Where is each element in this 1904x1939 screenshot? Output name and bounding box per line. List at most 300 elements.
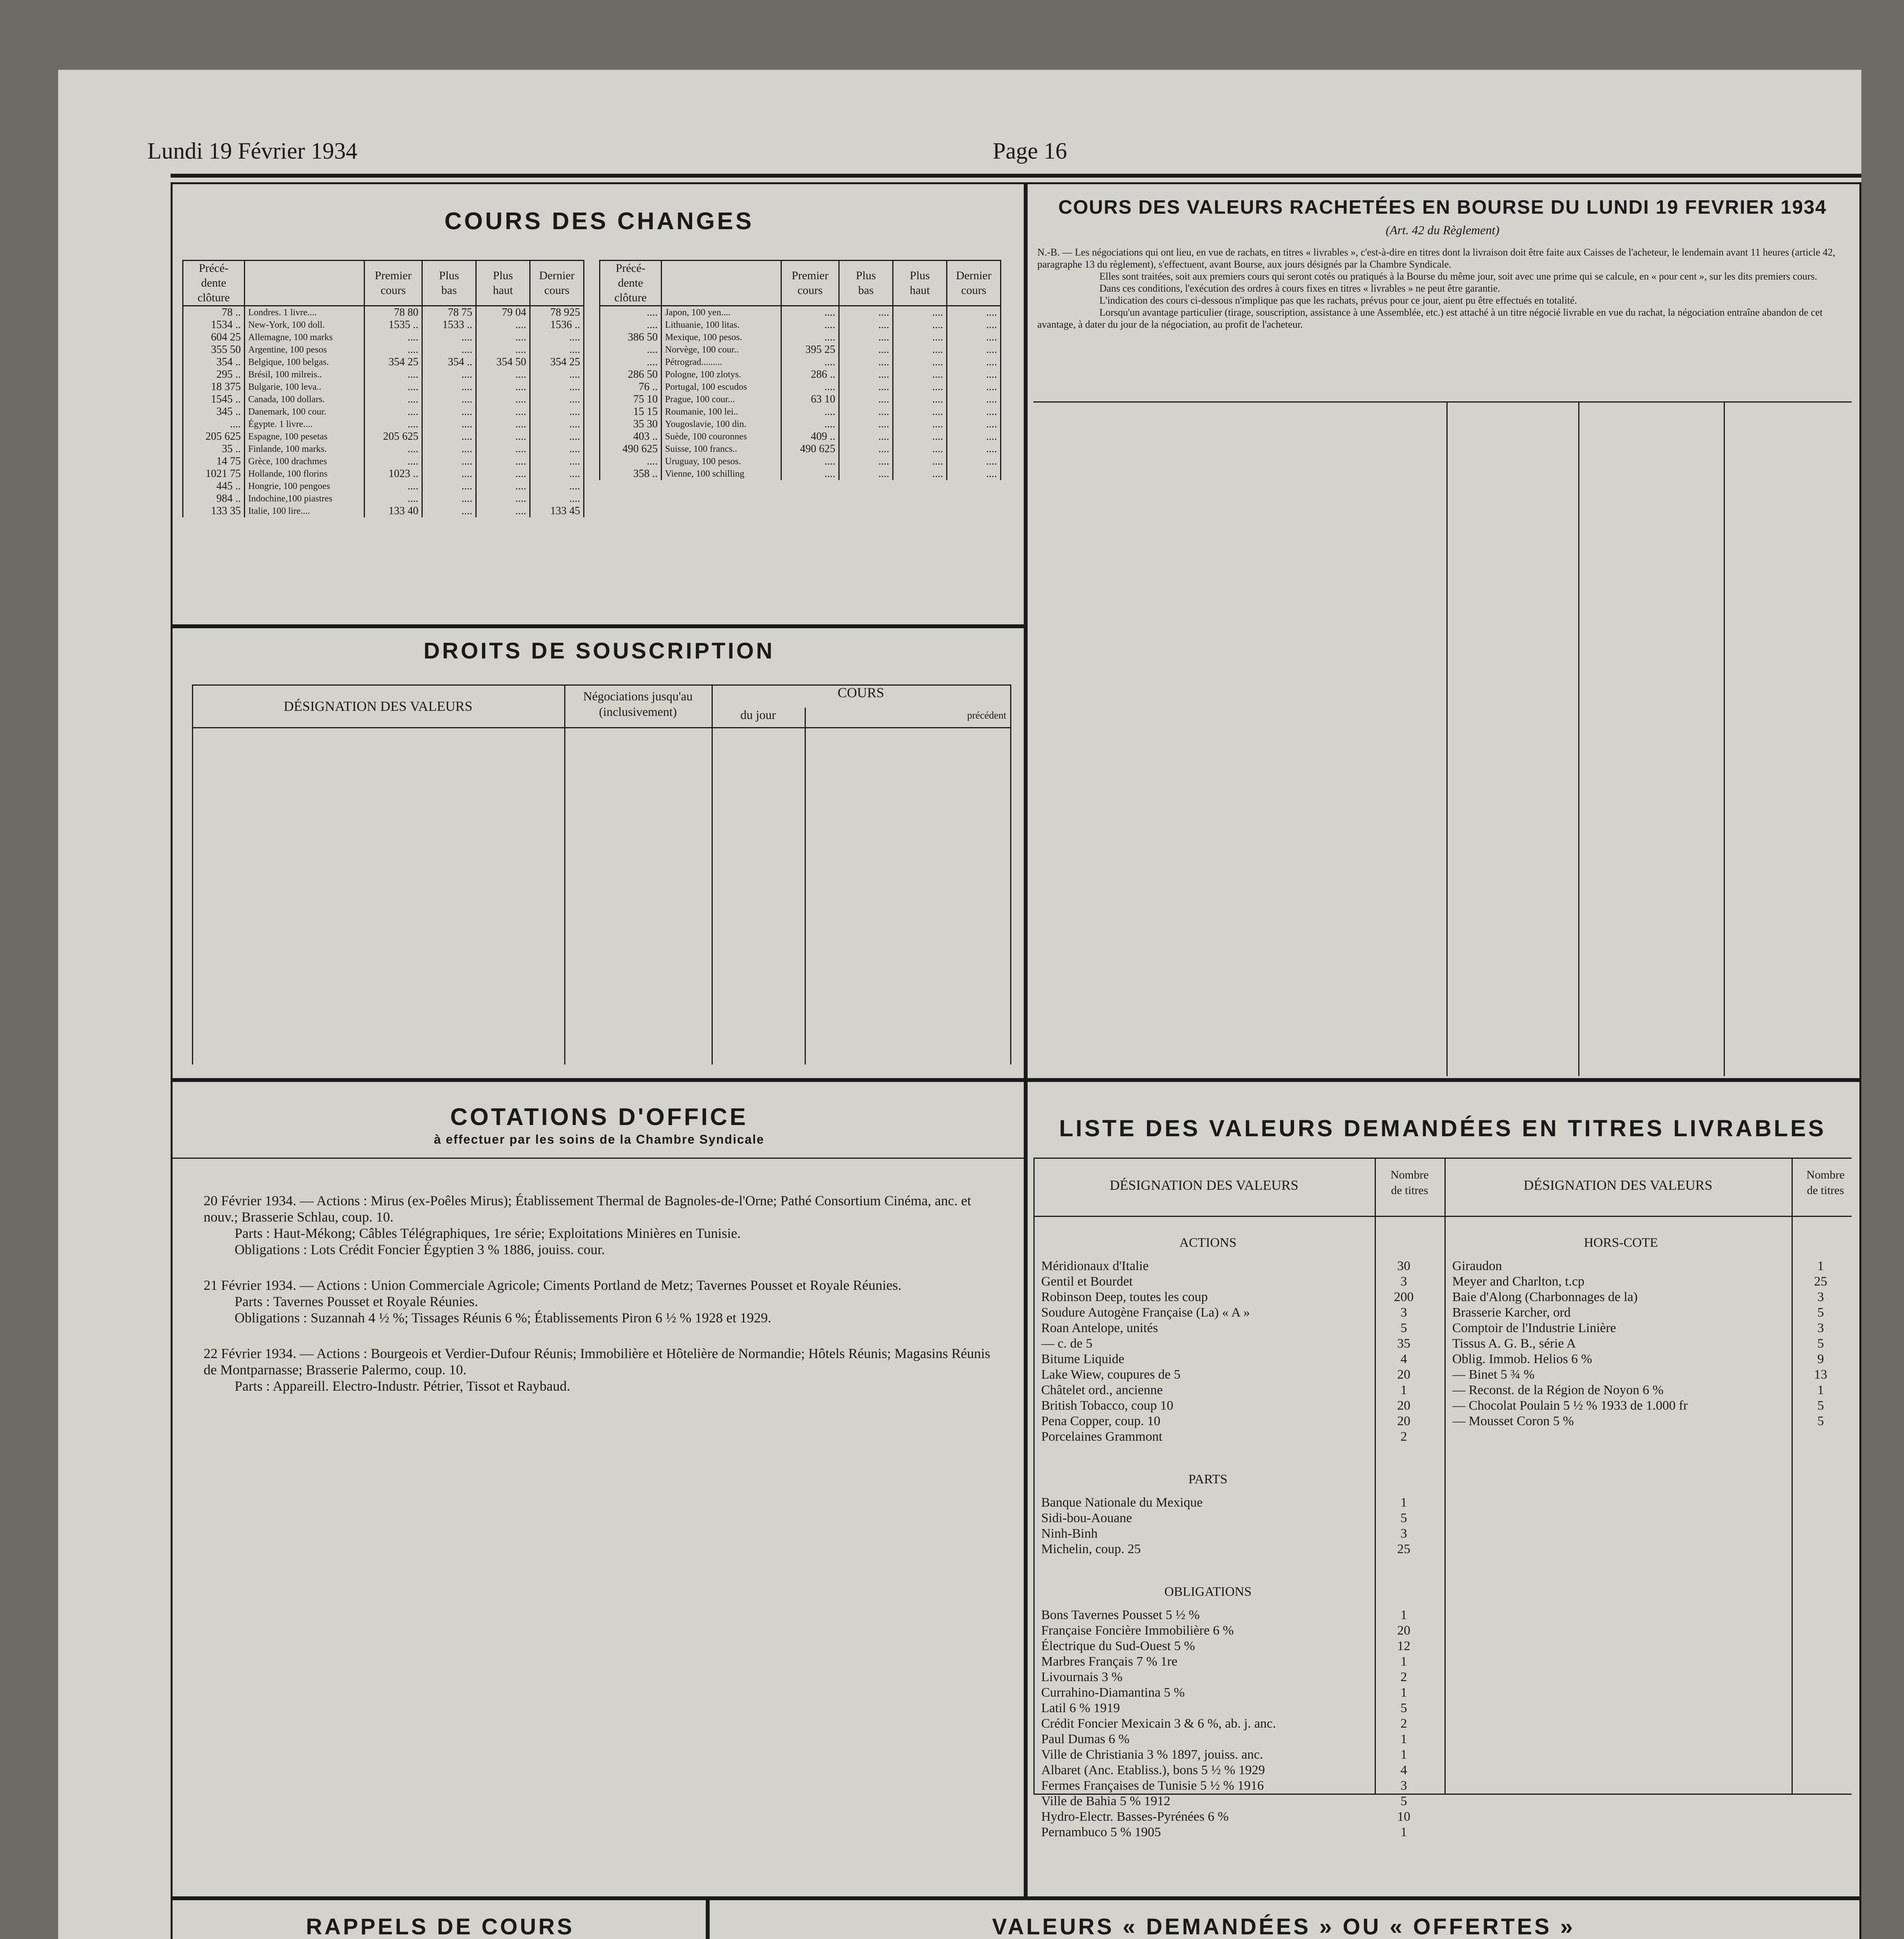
- list-item: [1041, 1336, 1441, 1351]
- value-count: 1: [1400, 1825, 1407, 1839]
- rate-cell: ....: [530, 381, 584, 393]
- value-name: — Binet 5 ¾ %: [1452, 1367, 1535, 1382]
- list-item: [1452, 1336, 1856, 1351]
- rate-cell: ....: [422, 344, 476, 356]
- droits-vline-0: [192, 684, 193, 1065]
- value-count: 1: [1817, 1383, 1824, 1397]
- value-count: 1: [1817, 1259, 1824, 1273]
- currency-name: Finlande, 100 marks.: [245, 443, 365, 455]
- rate-cell: 395 25: [781, 344, 839, 356]
- change-row: [600, 455, 1001, 468]
- rate-cell: ....: [893, 455, 947, 468]
- rate-cell: ....: [839, 443, 893, 455]
- currency-name: Suisse, 100 francs..: [662, 443, 781, 455]
- value-count: 20: [1397, 1623, 1410, 1638]
- rate-cell: ....: [947, 455, 1001, 468]
- rate-cell: ....: [422, 480, 476, 493]
- rate-cell: ....: [183, 418, 245, 430]
- currency-name: Grèce, 100 drachmes: [245, 455, 365, 468]
- rate-cell: ....: [893, 468, 947, 480]
- demandees-section: [706, 1896, 1861, 1939]
- rate-cell: ....: [893, 331, 947, 344]
- rate-cell: 63 10: [781, 393, 839, 406]
- rate-cell: ....: [365, 368, 422, 381]
- rate-cell: ....: [600, 455, 662, 468]
- value-name: Oblig. Immob. Helios 6 %: [1452, 1352, 1592, 1366]
- rate-cell: ....: [781, 406, 839, 418]
- rate-cell: ....: [839, 319, 893, 331]
- value-name: Fermes Françaises de Tunisie 5 ½ % 1916: [1041, 1778, 1264, 1793]
- liste-section: [1024, 1078, 1861, 1900]
- liste-horscote-list: [1452, 1258, 1856, 1429]
- liste-col-nombre: Nombre de titres: [1390, 1168, 1429, 1197]
- value-name: Électrique du Sud-Ouest 5 %: [1041, 1639, 1195, 1653]
- liste-actions-heading: ACTIONS: [1179, 1236, 1237, 1250]
- list-item: [1041, 1398, 1441, 1414]
- hdr-prec-r: Précé- dente clôture: [600, 261, 662, 306]
- list-item: [1041, 1825, 1441, 1840]
- changes-right-grid: [599, 260, 1001, 480]
- rate-cell: ....: [839, 381, 893, 393]
- rate-cell: ....: [476, 443, 530, 455]
- rate-cell: ....: [365, 418, 422, 430]
- value-name: Paul Dumas 6 %: [1041, 1732, 1130, 1746]
- rate-cell: ....: [947, 344, 1001, 356]
- rate-cell: 295 ..: [183, 368, 245, 381]
- value-name: Sidi-bou-Aouane: [1041, 1511, 1132, 1525]
- change-row: [600, 344, 1001, 356]
- value-name: Châtelet ord., ancienne: [1041, 1383, 1163, 1397]
- rate-cell: 490 625: [781, 443, 839, 455]
- currency-name: Yougoslavie, 100 din.: [662, 418, 781, 430]
- liste-title: LISTE DES VALEURS DEMANDÉES EN TITRES LIVRABLES: [1059, 1115, 1826, 1141]
- rate-cell: ....: [839, 406, 893, 418]
- currency-name: Vienne, 100 schilling: [662, 468, 781, 480]
- rate-cell: 286 ..: [781, 368, 839, 381]
- rate-cell: 1023 ..: [365, 468, 422, 480]
- rate-cell: ....: [422, 430, 476, 443]
- value-count: 5: [1817, 1305, 1824, 1320]
- rate-cell: 75 10: [600, 393, 662, 406]
- currency-name: Bulgarie, 100 leva..: [245, 381, 365, 393]
- rate-cell: 358 ..: [600, 468, 662, 480]
- rate-cell: ....: [530, 455, 584, 468]
- currency-name: Londres. 1 livre....: [245, 306, 365, 319]
- droits-vline-4: [1010, 684, 1011, 1065]
- value-name: Livournais 3 %: [1041, 1670, 1123, 1684]
- changes-right-table: [599, 260, 1001, 480]
- rate-cell: ....: [781, 418, 839, 430]
- value-count: 30: [1397, 1259, 1410, 1273]
- droits-col-cours: COURS: [837, 685, 885, 700]
- value-name: — Chocolat Poulain 5 ½ % 1933 de 1.000 fr: [1452, 1398, 1688, 1413]
- rate-cell: ....: [781, 468, 839, 480]
- change-row: [600, 418, 1001, 430]
- rachetees-title: COURS DES VALEURS RACHETÉES EN BOURSE DU LUNDI 19 FEVRIER 1934: [1058, 196, 1827, 218]
- value-count: 3: [1400, 1778, 1407, 1793]
- change-row: [600, 381, 1001, 393]
- list-item: [1452, 1367, 1856, 1383]
- rate-cell: ....: [600, 319, 662, 331]
- rate-cell: 386 50: [600, 331, 662, 344]
- rate-cell: ....: [839, 430, 893, 443]
- value-name: Française Foncière Immobilière 6 %: [1041, 1623, 1234, 1638]
- currency-name: Lithuanie, 100 litas.: [662, 319, 781, 331]
- rate-cell: ....: [839, 418, 893, 430]
- rate-cell: 354 25: [530, 356, 584, 368]
- rate-cell: ....: [781, 306, 839, 319]
- hdr-haut-r: Plus haut: [893, 261, 947, 306]
- change-row: [600, 468, 1001, 480]
- rate-cell: 18 375: [183, 381, 245, 393]
- rate-cell: 355 50: [183, 344, 245, 356]
- value-count: 10: [1397, 1809, 1410, 1824]
- rappels-title: RAPPELS DE COURS: [306, 1914, 575, 1939]
- change-row: [183, 418, 584, 430]
- value-name: Giraudon: [1452, 1259, 1502, 1273]
- liste-left-column: [1041, 1235, 1441, 1840]
- rate-cell: 205 625: [183, 430, 245, 443]
- list-item: [1452, 1258, 1856, 1274]
- list-item: [1452, 1414, 1856, 1429]
- rate-cell: ....: [530, 331, 584, 344]
- value-name: Soudure Autogène Française (La) « A »: [1041, 1305, 1250, 1320]
- list-item: [1041, 1778, 1441, 1794]
- rate-cell: 1533 ..: [422, 319, 476, 331]
- currency-name: Uruguay, 100 pesos.: [662, 455, 781, 468]
- list-item: [1041, 1763, 1441, 1778]
- value-count: 12: [1397, 1639, 1410, 1653]
- cotation-line: 21 Février 1934. — Actions : Union Commerciale Agricole; Ciments Portland de Metz; Tavernes Pousset et Royale Réunies.: [204, 1277, 902, 1293]
- rate-cell: ....: [422, 493, 476, 505]
- change-row: [600, 443, 1001, 455]
- value-name: Albaret (Anc. Etabliss.), bons 5 ½ % 1929: [1041, 1763, 1265, 1777]
- droits-vline-2: [712, 684, 713, 1065]
- liste-right-column: [1452, 1235, 1856, 1429]
- cotations-rule: [173, 1158, 1026, 1159]
- hdr-dernier-r: Dernier cours: [947, 261, 1001, 306]
- currency-name: Hongrie, 100 pengoes: [245, 480, 365, 493]
- change-row: [183, 480, 584, 493]
- rate-cell: ....: [839, 368, 893, 381]
- liste-vline-2: [1444, 1158, 1446, 1794]
- change-row: [600, 319, 1001, 331]
- cotation-line: Obligations : Lots Crédit Foncier Égyptien 3 % 1886, jouiss. cour.: [235, 1242, 605, 1257]
- value-name: Marbres Français 7 % 1re: [1041, 1654, 1178, 1669]
- rate-cell: 14 75: [183, 455, 245, 468]
- value-count: 1: [1400, 1654, 1407, 1669]
- list-item: [1041, 1320, 1441, 1336]
- list-item: [1041, 1654, 1441, 1669]
- list-item: [1041, 1510, 1441, 1526]
- value-name: Ville de Bahia 5 % 1912: [1041, 1794, 1171, 1808]
- hdr-bas: Plus bas: [422, 261, 476, 306]
- value-count: 1: [1400, 1495, 1407, 1510]
- rate-cell: ....: [893, 368, 947, 381]
- currency-name: Italie, 100 lire....: [245, 505, 365, 517]
- currency-name: Suède, 100 couronnes: [662, 430, 781, 443]
- value-count: 1: [1400, 1608, 1407, 1622]
- cotation-line: 20 Février 1934. — Actions : Mirus (ex-Poêles Mirus); Établissement Thermal de Bagnoles-de-l'Orne; Pathé Consortium Cinéma, anc. et nouv.; Brasserie Schlau, coup. 10.: [204, 1193, 971, 1225]
- rate-cell: ....: [600, 344, 662, 356]
- change-row: [183, 493, 584, 505]
- list-item: [1041, 1351, 1441, 1367]
- list-item: [1041, 1367, 1441, 1383]
- rachetees-vline-b: [1578, 401, 1579, 1076]
- list-item: [1041, 1701, 1441, 1716]
- top-rule: [171, 174, 1861, 178]
- rate-cell: ....: [476, 505, 530, 517]
- rate-cell: 76 ..: [600, 381, 662, 393]
- value-name: Meyer and Charlton, t.cp: [1452, 1274, 1584, 1289]
- rate-cell: ....: [947, 381, 1001, 393]
- list-item: [1041, 1383, 1441, 1398]
- change-row: [183, 344, 584, 356]
- value-name: Méridionaux d'Italie: [1041, 1259, 1149, 1273]
- rate-cell: ....: [947, 331, 1001, 344]
- rate-cell: ....: [893, 306, 947, 319]
- rate-cell: ....: [947, 306, 1001, 319]
- rate-cell: ....: [947, 430, 1001, 443]
- list-item: [1041, 1716, 1441, 1732]
- rate-cell: 133 35: [183, 505, 245, 517]
- cotation-entry-3: [204, 1345, 999, 1394]
- rate-cell: 984 ..: [183, 493, 245, 505]
- change-row: [600, 356, 1001, 368]
- list-item: [1041, 1258, 1441, 1274]
- rate-cell: ....: [839, 306, 893, 319]
- rate-cell: ....: [530, 368, 584, 381]
- list-item: [1041, 1495, 1441, 1510]
- rate-cell: ....: [781, 331, 839, 344]
- rate-cell: ....: [476, 430, 530, 443]
- rate-cell: ....: [422, 505, 476, 517]
- cotation-line: Parts : Haut-Mékong; Câbles Télégraphiques, 1re série; Exploitations Minières en Tunisie.: [235, 1225, 741, 1241]
- rate-cell: ....: [893, 344, 947, 356]
- hdr-bas-r: Plus bas: [839, 261, 893, 306]
- hdr-premier-r: Premier cours: [781, 261, 839, 306]
- rate-cell: ....: [781, 356, 839, 368]
- rachetees-subtitle: (Art. 42 du Règlement): [1386, 223, 1500, 237]
- value-count: 1: [1400, 1732, 1407, 1746]
- value-count: 20: [1397, 1398, 1410, 1413]
- rate-cell: ....: [893, 430, 947, 443]
- list-item: [1041, 1623, 1441, 1638]
- list-item: [1041, 1429, 1441, 1445]
- changes-left-grid: [182, 260, 584, 517]
- hdr-premier: Premier cours: [365, 261, 422, 306]
- liste-obligations-heading: OBLIGATIONS: [1164, 1585, 1252, 1599]
- list-item: [1041, 1305, 1441, 1320]
- change-row: [183, 306, 584, 319]
- rate-cell: ....: [530, 406, 584, 418]
- rate-cell: 1536 ..: [530, 319, 584, 331]
- value-count: 13: [1814, 1367, 1827, 1382]
- rate-cell: 15 15: [600, 406, 662, 418]
- rachetees-para: L'indication des cours ci-dessous n'implique pas que les rachats, prévus pour ce jour, aient pu être effectués en totalité.: [1099, 295, 1577, 306]
- rate-cell: ....: [365, 344, 422, 356]
- page-date: Lundi 19 Février 1934: [147, 138, 358, 164]
- rate-cell: ....: [476, 331, 530, 344]
- hdr-devise: [245, 261, 365, 306]
- value-count: 5: [1817, 1414, 1824, 1428]
- rate-cell: ....: [530, 443, 584, 455]
- rappels-section: [171, 1896, 710, 1939]
- value-name: Gentil et Bourdet: [1041, 1274, 1133, 1289]
- rate-cell: 345 ..: [183, 406, 245, 418]
- list-item: [1452, 1274, 1856, 1289]
- rate-cell: 133 40: [365, 505, 422, 517]
- rate-cell: ....: [839, 455, 893, 468]
- demandees-title: VALEURS « DEMANDÉES » OU « OFFERTES »: [992, 1914, 1575, 1939]
- rate-cell: 403 ..: [600, 430, 662, 443]
- rachetees-para: Lorsqu'un avantage particulier (tirage, souscription, assistance à une Assemblée, etc.) est attaché à un titre négocié livrable en vue du rachat, la négociation entraîne abandon de cet avantage, à dater du jour de la négociation, au profit de l'acheteur.: [1037, 307, 1823, 330]
- rate-cell: ....: [422, 455, 476, 468]
- currency-name: Indochine,100 piastres: [245, 493, 365, 505]
- rate-cell: 78 ..: [183, 306, 245, 319]
- rachetees-rule: [1033, 401, 1852, 403]
- rate-cell: 354 ..: [183, 356, 245, 368]
- value-count: 5: [1400, 1321, 1407, 1335]
- value-count: 25: [1814, 1274, 1827, 1289]
- liste-obligations-list: [1041, 1607, 1441, 1840]
- value-count: 2: [1400, 1429, 1407, 1444]
- rate-cell: ....: [947, 368, 1001, 381]
- rate-cell: 35 30: [600, 418, 662, 430]
- change-row: [183, 406, 584, 418]
- currency-name: Norvège, 100 cour..: [662, 344, 781, 356]
- value-name: Michelin, coup. 25: [1041, 1542, 1141, 1556]
- rate-cell: ....: [947, 393, 1001, 406]
- change-row: [600, 393, 1001, 406]
- value-count: 5: [1400, 1511, 1407, 1525]
- rate-cell: ....: [839, 356, 893, 368]
- rate-cell: 78 925: [530, 306, 584, 319]
- rate-cell: 445 ..: [183, 480, 245, 493]
- rate-cell: ....: [947, 443, 1001, 455]
- rate-cell: 205 625: [365, 430, 422, 443]
- value-name: Roan Antelope, unités: [1041, 1321, 1158, 1335]
- rate-cell: ....: [476, 344, 530, 356]
- rate-cell: ....: [476, 381, 530, 393]
- value-count: 1: [1400, 1685, 1407, 1700]
- value-name: Ninh-Binh: [1041, 1526, 1098, 1541]
- currency-name: Mexique, 100 pesos.: [662, 331, 781, 344]
- cotation-entry-2: [204, 1277, 999, 1326]
- rate-cell: ....: [947, 418, 1001, 430]
- rate-cell: 354 25: [365, 356, 422, 368]
- list-item: [1041, 1638, 1441, 1654]
- droits-vline-3: [805, 708, 806, 1065]
- value-name: Robinson Deep, toutes les coup: [1041, 1290, 1208, 1304]
- rate-cell: 1021 75: [183, 468, 245, 480]
- change-row: [600, 368, 1001, 381]
- change-row: [183, 393, 584, 406]
- rate-cell: 1545 ..: [183, 393, 245, 406]
- value-count: 200: [1394, 1290, 1414, 1304]
- droits-col-precedent: précédent: [967, 710, 1006, 721]
- list-item: [1452, 1320, 1856, 1336]
- liste-col-nombre-right: Nombre de titres: [1806, 1168, 1845, 1197]
- cotation-line: 22 Février 1934. — Actions : Bourgeois et Verdier-Dufour Réunis; Immobilière et Hôtelière de Normandie; Hôtels Réunis; Magasins Réunis de Montparnasse; Brasserie Palermo, coup. 10.: [204, 1346, 990, 1377]
- value-count: 4: [1400, 1763, 1407, 1777]
- change-row: [183, 455, 584, 468]
- rate-cell: ....: [781, 381, 839, 393]
- rachetees-para: Dans ces conditions, l'exécution des ordres à cours fixes en titres « livrables » ne peut être garantie.: [1099, 283, 1500, 294]
- rate-cell: 1535 ..: [365, 319, 422, 331]
- change-row: [600, 331, 1001, 344]
- list-item: [1041, 1526, 1441, 1542]
- value-count: 3: [1817, 1290, 1824, 1304]
- rate-cell: 35 ..: [183, 443, 245, 455]
- rate-cell: ....: [422, 406, 476, 418]
- currency-name: Argentine, 100 pesos: [245, 344, 365, 356]
- value-name: Hydro-Electr. Basses-Pyrénées 6 %: [1041, 1809, 1229, 1824]
- value-name: Banque Nationale du Mexique: [1041, 1495, 1203, 1510]
- rate-cell: ....: [476, 368, 530, 381]
- list-item: [1452, 1351, 1856, 1367]
- list-item: [1041, 1542, 1441, 1557]
- value-count: 5: [1817, 1398, 1824, 1413]
- value-count: 5: [1400, 1794, 1407, 1808]
- value-name: — Mousset Coron 5 %: [1452, 1414, 1574, 1428]
- value-count: 3: [1400, 1526, 1407, 1541]
- rate-cell: 78 75: [422, 306, 476, 319]
- rate-cell: ....: [422, 443, 476, 455]
- rate-cell: ....: [365, 443, 422, 455]
- list-item: [1452, 1398, 1856, 1414]
- value-count: 1: [1400, 1383, 1407, 1397]
- currency-name: Canada, 100 dollars.: [245, 393, 365, 406]
- rate-cell: ....: [781, 455, 839, 468]
- droits-col-negociations: Négociations jusqu'au (inclusivement): [583, 689, 693, 719]
- value-name: Comptoir de l'Industrie Linière: [1452, 1321, 1616, 1335]
- droits-header-rule: [192, 727, 1010, 728]
- rate-cell: ....: [476, 468, 530, 480]
- rate-cell: ....: [422, 418, 476, 430]
- rate-cell: ....: [839, 331, 893, 344]
- droits-vline-1: [564, 684, 565, 1065]
- value-name: Bitume Liquide: [1041, 1352, 1125, 1366]
- liste-vline-0: [1033, 1158, 1035, 1794]
- rate-cell: ....: [530, 418, 584, 430]
- rate-cell: 354 50: [476, 356, 530, 368]
- changes-title: COURS DES CHANGES: [444, 208, 754, 235]
- rachetees-vline-c: [1724, 401, 1725, 1076]
- cotation-entry-1: [204, 1192, 999, 1258]
- list-item: [1041, 1607, 1441, 1623]
- rate-cell: ....: [365, 393, 422, 406]
- rate-cell: ....: [422, 393, 476, 406]
- value-name: Pena Copper, coup. 10: [1041, 1414, 1161, 1428]
- cotations-section: [171, 1078, 1028, 1900]
- rate-cell: 78 80: [365, 306, 422, 319]
- rate-cell: ....: [365, 493, 422, 505]
- rate-cell: ....: [893, 418, 947, 430]
- liste-col-designation: DÉSIGNATION DES VALEURS: [1109, 1177, 1299, 1193]
- hdr-haut: Plus haut: [476, 261, 530, 306]
- rate-cell: ....: [893, 406, 947, 418]
- rate-cell: 1534 ..: [183, 319, 245, 331]
- list-item: [1452, 1289, 1856, 1305]
- value-name: Pernambuco 5 % 1905: [1041, 1825, 1161, 1839]
- droits-section: [171, 624, 1028, 1082]
- change-row: [183, 356, 584, 368]
- rate-cell: 354 ..: [422, 356, 476, 368]
- currency-name: Pologne, 100 zlotys.: [662, 368, 781, 381]
- value-count: 5: [1400, 1701, 1407, 1715]
- cotations-title: COTATIONS D'OFFICE: [450, 1104, 748, 1130]
